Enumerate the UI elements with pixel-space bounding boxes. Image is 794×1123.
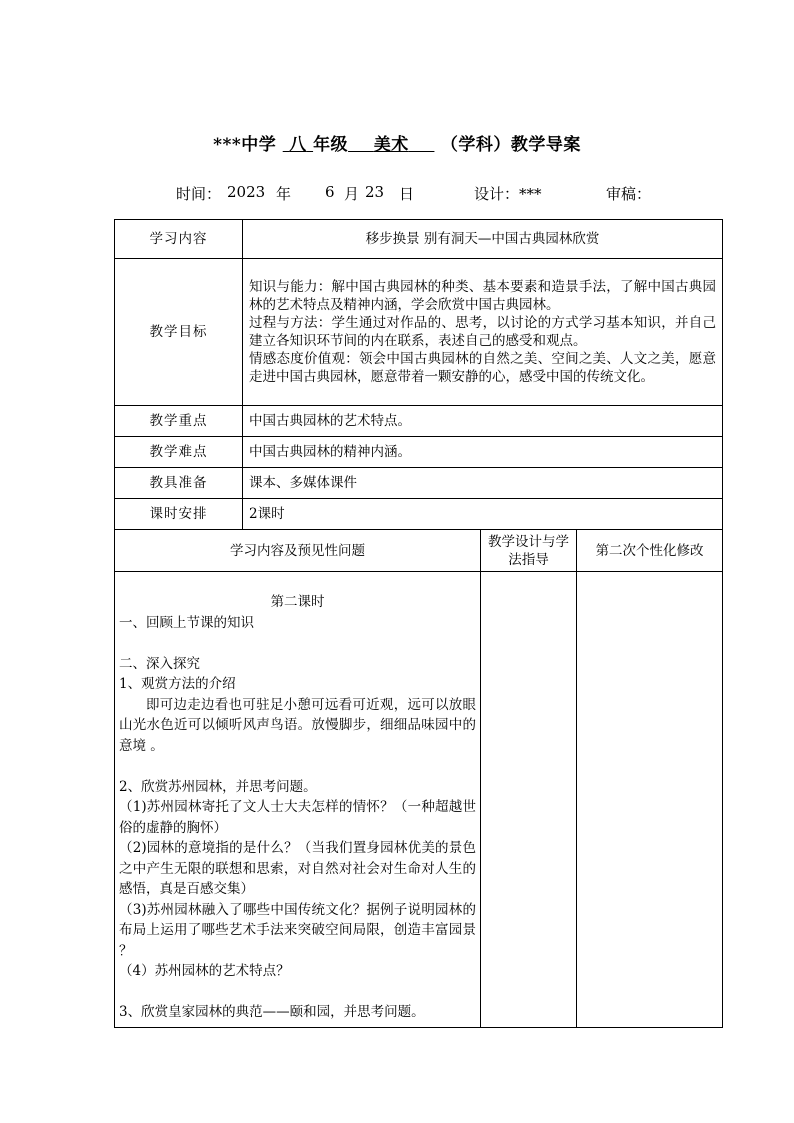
goal-value — [243, 259, 723, 406]
day-unit: 日 — [399, 185, 415, 203]
section-review: 一、回顾上节课的知识 — [119, 614, 254, 631]
time-label: 时间： — [176, 185, 222, 203]
col-header-revision: 第二次个性化修改 — [577, 530, 723, 572]
year-value: 2023 — [227, 183, 266, 201]
body-revision — [577, 572, 723, 1028]
question-4: （4）苏州园林的艺术特点？ — [119, 963, 290, 979]
col-header-content: 学习内容及预见性问题 — [115, 530, 481, 572]
question-3: （3)苏州园林融入了哪些中国传统文化？据例子说明园林的布局上运用了哪些艺术手法来突破空间局限，创造丰富园景 ？ — [119, 901, 476, 959]
grade-suffix: 年级 — [313, 135, 349, 155]
title-suffix: （学科）教学导案 — [440, 135, 581, 155]
lesson-plan-table — [114, 219, 723, 1028]
row-hours — [115, 499, 723, 530]
row-content — [115, 220, 723, 259]
grade-value: 八 — [289, 135, 307, 155]
designer: 设计：*** — [474, 185, 542, 203]
body-content — [115, 572, 481, 1028]
day-value: 23 — [365, 183, 385, 201]
content-value: 移步换景 别有洞天—中国古典园林欣赏 — [243, 220, 723, 259]
content-label: 学习内容 — [115, 220, 243, 259]
body-design — [481, 572, 577, 1028]
key-label: 教学重点 — [115, 406, 243, 437]
goal-label: 教学目标 — [115, 259, 243, 406]
col-header-design: 教学设计与学法指导 — [481, 530, 577, 572]
subsection-viewing: 1、观赏方法的介绍 — [119, 676, 236, 692]
goal-line: 知识与能力：解中国古典园林的种类、基本要素和造景手法，了解中国古典园林的艺术特点及精神内涵，学会欣赏中国古典园林。 — [249, 279, 716, 313]
goal-line: 情感态度价值观：领会中国古典园林的自然之美、空间之美、人文之美，愿意走进中国古典园林，愿意带着一颗安静的心，感受中国的传统文化。 — [249, 351, 716, 385]
goal-line: 过程与方法：学生通过对作品的、思考，以讨论的方式学习基本知识，并自己建立各知识环节间的内在联系，表述自己的感受和观点。 — [249, 315, 716, 349]
document-title — [0, 130, 794, 155]
key-value: 中国古典园林的艺术特点。 — [243, 406, 723, 437]
viewing-text: 即可边走边看也可驻足小憩可远看可近观，远可以放眼山光水色近可以倾听风声鸟语。放慢脚步，细细品味园中的意境 。 — [119, 696, 476, 754]
year-unit: 年 — [276, 185, 292, 203]
tools-label: 教具准备 — [115, 468, 243, 499]
subsection-suzhou: 2、欣赏苏州园林，并思考问题。 — [119, 778, 317, 795]
subsection-summer-palace: 3、欣赏皇家园林的典范——颐和园，并思考问题。 — [119, 1004, 425, 1020]
section-explore: 二、深入探究 — [119, 655, 200, 672]
row-goal — [115, 259, 723, 406]
question-1: （1)苏州园林寄托了文人士大夫怎样的情怀？（一种超越世俗的虚静的胸怀） — [119, 799, 476, 836]
tools-value: 课本、多媒体课件 — [243, 468, 723, 499]
row-column-headers — [115, 530, 723, 572]
row-body — [115, 572, 723, 1028]
meta-line — [0, 183, 794, 205]
row-key — [115, 406, 723, 437]
hours-value: 2课时 — [243, 499, 723, 530]
hours-label: 课时安排 — [115, 499, 243, 530]
row-difficulty — [115, 437, 723, 468]
question-2: （2)园林的意境指的是什么？（当我们置身园林优美的景色之中产生无限的联想和思索，对自然对社会对生命对人生的感悟，真是百感交集） — [119, 840, 476, 897]
subject-value: 美术 — [373, 135, 409, 155]
difficulty-value: 中国古典园林的精神内涵。 — [243, 437, 723, 468]
reviewer: 审稿： — [606, 185, 652, 203]
school-name: ***中学 — [213, 135, 277, 155]
month-unit: 月 — [344, 185, 360, 203]
month-value: 6 — [325, 183, 335, 201]
session-title: 第二课时 — [270, 594, 325, 610]
row-tools — [115, 468, 723, 499]
difficulty-label: 教学难点 — [115, 437, 243, 468]
